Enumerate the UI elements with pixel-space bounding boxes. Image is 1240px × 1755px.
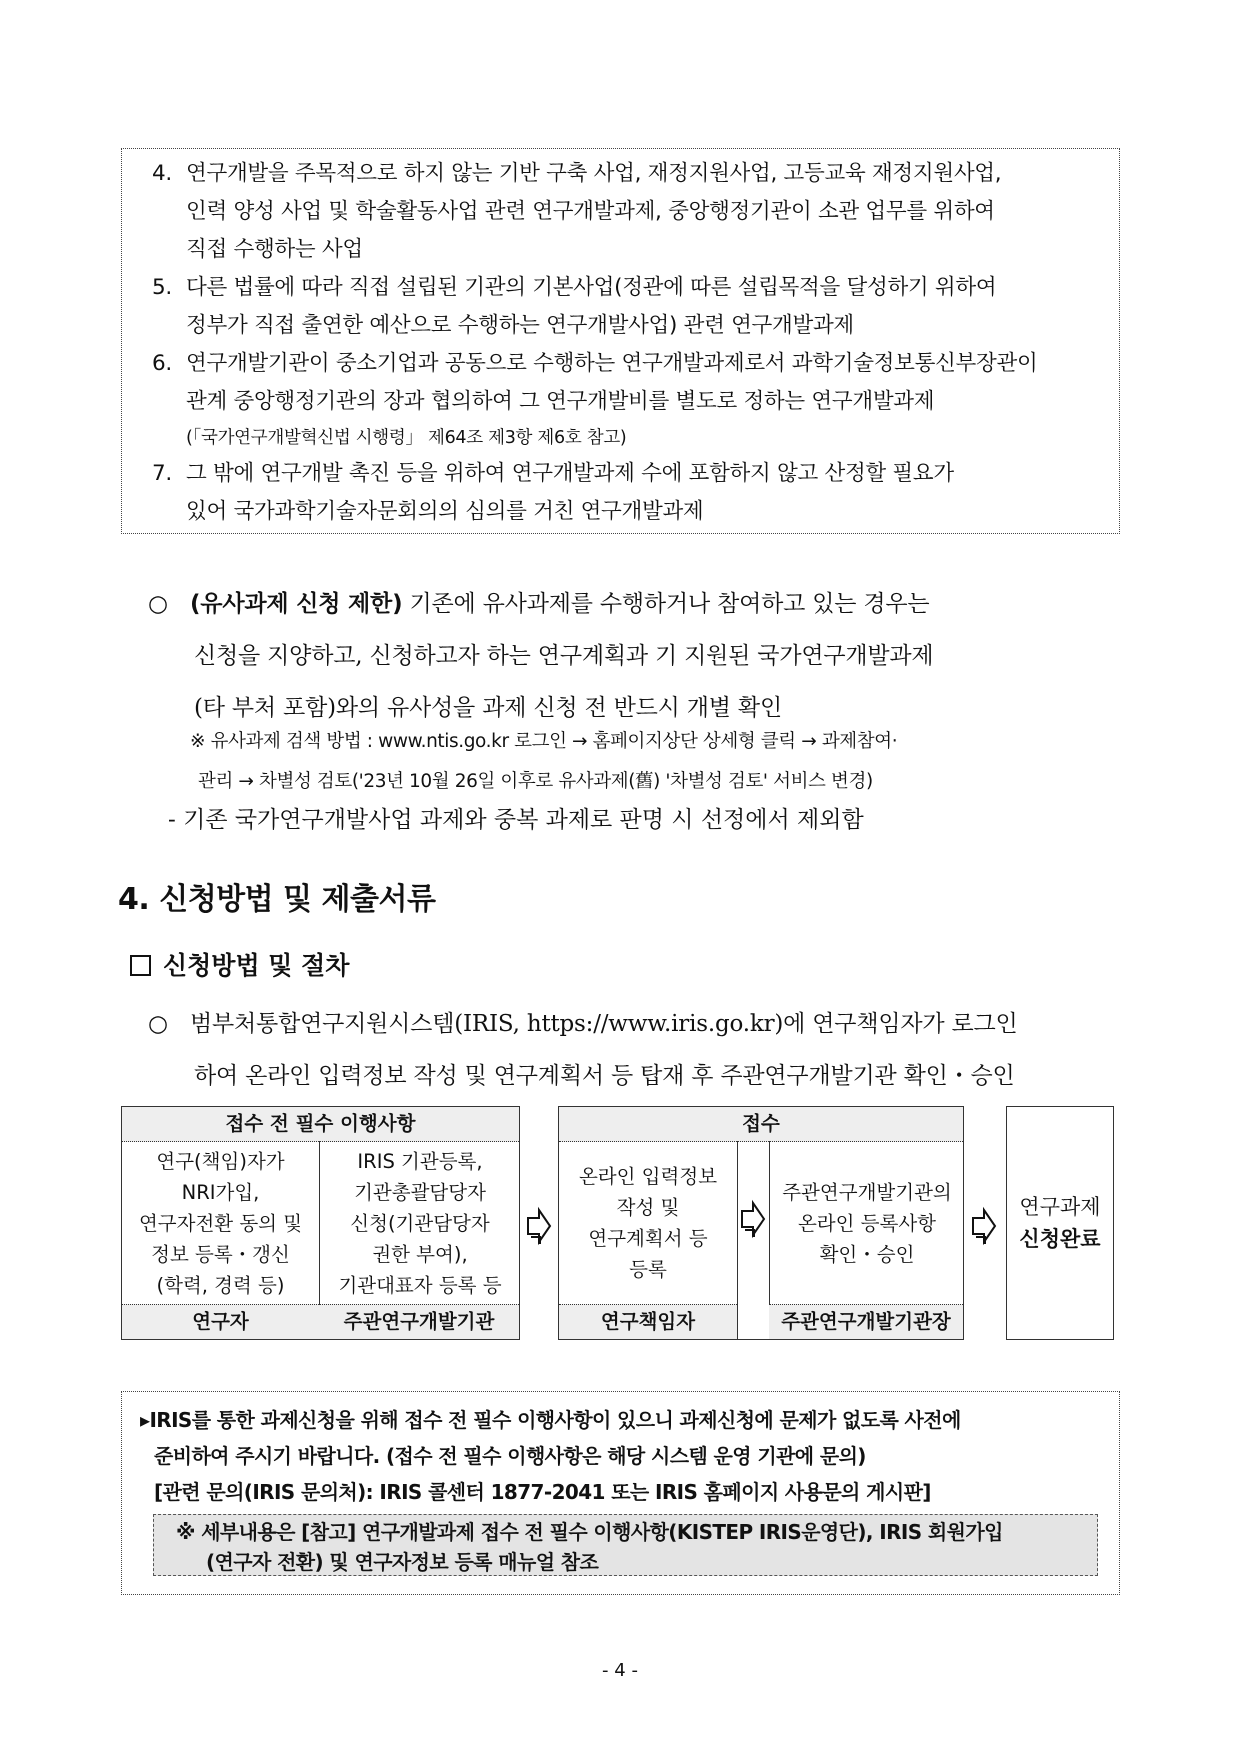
institution-step bbox=[319, 1141, 521, 1305]
step-text: 확인・승인 bbox=[819, 1242, 915, 1266]
paragraph-text: 범부처통합연구지원시스템(IRIS, https://www.iris.go.kr)에 연구책임자가 로그인 bbox=[190, 1011, 1018, 1037]
step-text: 기관총괄담당자 bbox=[354, 1180, 486, 1204]
item-text: 연구개발을 주목적으로 하지 않는 기반 구축 사업, 재정지원사업, 고등교육 재정지원사업, bbox=[186, 161, 1002, 186]
step-text: 연구(책임)자가 bbox=[156, 1149, 285, 1173]
step-text: 기관대표자 등록 등 bbox=[338, 1273, 502, 1297]
step-text: 작성 및 bbox=[616, 1196, 680, 1219]
final-text: 연구과제 bbox=[1019, 1195, 1101, 1219]
step-text: 연구계획서 등 bbox=[588, 1227, 708, 1250]
group-title: 접수 bbox=[559, 1107, 963, 1142]
head-approval-step bbox=[769, 1141, 965, 1305]
actor-label: 주관연구개발기관 bbox=[319, 1304, 519, 1339]
step-text: NRI가입, bbox=[181, 1180, 260, 1204]
step-text: 신청(기관담당자 bbox=[350, 1211, 490, 1235]
item-number: 7. bbox=[152, 461, 172, 486]
subheading-text: 신청방법 및 절차 bbox=[163, 951, 350, 980]
step-text: (학력, 경력 등) bbox=[156, 1273, 285, 1297]
reference-note bbox=[153, 1514, 1098, 1576]
note-text: ※ 유사과제 검색 방법 : www.ntis.go.kr 로그인 → 홈페이지상단 상세형 클릭 → 과제참여· bbox=[190, 731, 898, 752]
list-item bbox=[152, 269, 1109, 345]
actor-label: 연구책임자 bbox=[559, 1304, 737, 1339]
submission-group bbox=[558, 1106, 964, 1340]
divider bbox=[737, 1141, 738, 1339]
step-text: 권한 부여), bbox=[372, 1242, 468, 1266]
step-text: 등록 bbox=[629, 1258, 667, 1281]
final-text: 신청완료 bbox=[1019, 1227, 1101, 1251]
item-text: 다른 법률에 따라 직접 설립된 기관의 기본사업(정관에 따른 설립목적을 달성하기 위하여 bbox=[186, 275, 997, 300]
actor-label: 주관연구개발기관장 bbox=[769, 1304, 963, 1339]
right-arrow-icon bbox=[526, 1206, 552, 1246]
section-heading: 4. 신청방법 및 제출서류 bbox=[118, 882, 436, 917]
circle-bullet-icon: ○ bbox=[148, 1011, 168, 1037]
square-icon bbox=[130, 955, 151, 976]
actor-label: 연구자 bbox=[122, 1304, 319, 1339]
paragraph-text: 하여 온라인 입력정보 작성 및 연구계획서 등 탑재 후 주관연구개발기관 확인・승인 bbox=[194, 1063, 1015, 1089]
step-text: 온라인 입력정보 bbox=[578, 1165, 718, 1188]
list-item bbox=[152, 345, 1109, 455]
note-text: (연구자 전환) 및 연구자정보 등록 매뉴얼 참조 bbox=[206, 1550, 599, 1574]
exclusion-dash-item: - 기존 국가연구개발사업 과제와 중복 과제로 판명 시 선정에서 제외함 bbox=[168, 807, 864, 833]
item-number: 5. bbox=[152, 275, 172, 300]
item-text: 있어 국가과학기술자문회의의 심의를 거친 연구개발과제 bbox=[186, 499, 704, 524]
item-text: 직접 수행하는 사업 bbox=[186, 237, 363, 262]
similar-task-paragraph bbox=[148, 578, 1124, 734]
list-item bbox=[152, 455, 1109, 531]
researcher-step bbox=[122, 1141, 319, 1305]
item-text: 연구개발기관이 중소기업과 공동으로 수행하는 연구개발과제로서 과학기술정보통신부장관이 bbox=[186, 351, 1038, 376]
item-text: 그 밖에 연구개발 촉진 등을 위하여 연구개발과제 수에 포함하지 않고 산정할 필요가 bbox=[186, 461, 954, 486]
step-text: IRIS 기관등록, bbox=[357, 1149, 483, 1173]
paragraph-text: 기존에 유사과제를 수행하거나 참여하고 있는 경우는 bbox=[402, 591, 930, 617]
application-complete-box bbox=[1006, 1106, 1114, 1340]
group-title: 접수 전 필수 이행사항 bbox=[122, 1107, 519, 1142]
step-text: 온라인 등록사항 bbox=[797, 1211, 937, 1235]
paragraph-text: 신청을 지양하고, 신청하고자 하는 연구계획과 기 지원된 국가연구개발과제 bbox=[194, 643, 934, 669]
iris-notice-box bbox=[121, 1391, 1120, 1595]
step-text: 연구자전환 동의 및 bbox=[138, 1211, 303, 1235]
step-text: 주관연구개발기관의 bbox=[782, 1180, 952, 1204]
notice-text: ▸IRIS를 통한 과제신청을 위해 접수 전 필수 이행사항이 있으니 과제신청에 문제가 없도록 사전에 bbox=[140, 1408, 961, 1432]
note-text: 관리 → 차별성 검토('23년 10월 26일 이후로 유사과제(舊) '차별성 검토' 서비스 변경) bbox=[198, 771, 873, 792]
item-text: 관계 중앙행정기관의 장과 협의하여 그 연구개발비를 별도로 정하는 연구개발과제 bbox=[186, 389, 935, 414]
step-text: 정보 등록・갱신 bbox=[151, 1242, 290, 1266]
pre-requisite-group bbox=[121, 1106, 520, 1340]
page-number: - 4 - bbox=[602, 1660, 638, 1681]
paragraph-text: (타 부처 포함)와의 유사성을 과제 신청 전 반드시 개별 확인 bbox=[194, 695, 782, 721]
search-method-note bbox=[190, 722, 1130, 802]
item-number: 4. bbox=[152, 161, 172, 186]
contact-info: [관련 문의(IRIS 문의처): IRIS 콜센터 1877-2041 또는 IRIS 홈페이지 사용문의 게시판] bbox=[154, 1480, 931, 1504]
application-flow-diagram bbox=[121, 1106, 1121, 1340]
exclusion-list-box bbox=[121, 148, 1120, 534]
right-arrow-icon bbox=[740, 1199, 766, 1239]
note-text: ※ 세부내용은 [참고] 연구개발과제 접수 전 필수 이행사항(KISTEP IRIS운영단), IRIS 회원가입 bbox=[176, 1520, 1003, 1544]
circle-bullet-icon: ○ bbox=[148, 591, 168, 617]
pi-step bbox=[559, 1141, 737, 1305]
similar-task-title: (유사과제 신청 제한) bbox=[190, 591, 403, 617]
list-item bbox=[152, 155, 1109, 269]
subheading bbox=[130, 946, 349, 982]
right-arrow-icon bbox=[971, 1206, 997, 1246]
item-text: 정부가 직접 출연한 예산으로 수행하는 연구개발사업) 관련 연구개발과제 bbox=[186, 313, 854, 338]
item-number: 6. bbox=[152, 351, 172, 376]
notice-text: 준비하여 주시기 바랍니다. (접수 전 필수 이행사항은 해당 시스템 운영 기관에 문의) bbox=[154, 1444, 866, 1468]
law-reference: (「국가연구개발혁신법 시행령」 제64조 제3항 제6호 참고) bbox=[186, 428, 627, 448]
item-text: 인력 양성 사업 및 학술활동사업 관련 연구개발과제, 중앙행정기관이 소관 업무를 위하여 bbox=[186, 199, 995, 224]
application-method-paragraph bbox=[148, 998, 1124, 1102]
